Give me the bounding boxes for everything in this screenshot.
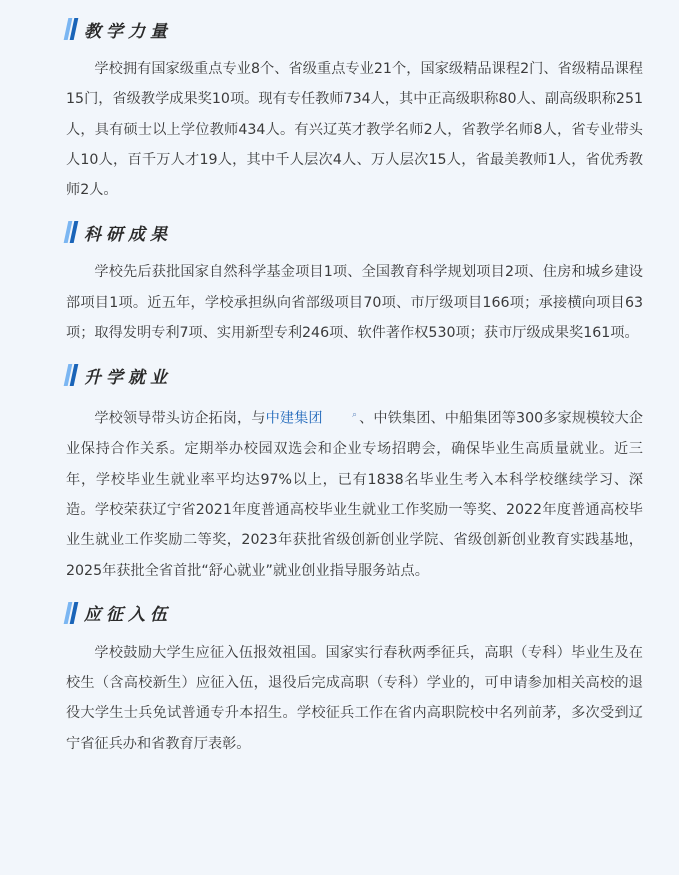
section-paragraph — [66, 400, 643, 586]
company-link[interactable]: 中建集团 — [265, 411, 323, 428]
section-header — [66, 12, 643, 46]
section-header — [66, 596, 643, 630]
section-title: 教学力量 — [84, 21, 172, 42]
section-paragraph: 学校先后获批国家自然科学基金项目1项、全国教育科学规划项目2项、住房和城乡建设部项目1项。近五年，学校承担纵向省部级项目70项、市厅级项目166项；承接横向项目63项；取得发明专利7项、实用新型专利246项、软件著作权530项；获市厅级成果奖161项。 — [66, 264, 643, 342]
section-teaching-strength — [66, 12, 643, 205]
section-title: 科研成果 — [84, 224, 172, 245]
section-research-results — [66, 215, 643, 348]
search-icon[interactable]: ⌕ — [352, 410, 358, 421]
section-header — [66, 358, 643, 392]
section-marker-icon — [64, 364, 79, 386]
section-title: 升学就业 — [84, 367, 172, 388]
section-header — [66, 215, 643, 249]
paragraph-text-before-link: 学校领导带头访企拓岗，与 — [94, 411, 266, 428]
section-enlistment — [66, 596, 643, 759]
section-marker-icon — [64, 602, 79, 624]
section-employment — [66, 358, 643, 586]
paragraph-text-after-link: 、中铁集团、中船集团等300多家规模较大企业保持合作关系。定期举办校园双选会和企业专场招聘会，确保毕业生高质量就业。近三年，学校毕业生就业率平均达97%以上，已有1838名毕业生考入本科学校继续学习、深造。学校荣获辽宁省2021年度普通高校毕业生就业工作奖励一等奖、2022年度普通高校毕业生就业工作奖励二等奖，2023年获批省级创新创业学院、省级创新创业教育实践基地，2025年获批全省首批“舒心就业”就业创业指导服务站点。 — [66, 411, 643, 579]
section-marker-icon — [64, 221, 79, 243]
section-paragraph: 学校鼓励大学生应征入伍报效祖国。国家实行春秋两季征兵，高职（专科）毕业生及在校生（含高校新生）应征入伍，退役后完成高职（专科）学业的，可申请参加相关高校的退役大学生士兵免试普通专升本招生。学校征兵工作在省内高职院校中名列前茅，多次受到辽宁省征兵办和省教育厅表彰。 — [66, 644, 643, 752]
section-title: 应征入伍 — [84, 605, 172, 626]
section-paragraph: 学校拥有国家级重点专业8个、省级重点专业21个，国家级精品课程2门、省级精品课程15门，省级教学成果奖10项。现有专任教师734人，其中正高级职称80人、副高级职称251人，具有硕士以上学位教师434人。有兴辽英才教学名师2人，省教学名师8人，省专业带头人10人，百千万人才19人，其中千人层次4人、万人层次15人，省最美教师1人，省优秀教师2人。 — [66, 61, 643, 199]
section-marker-icon — [64, 18, 79, 40]
